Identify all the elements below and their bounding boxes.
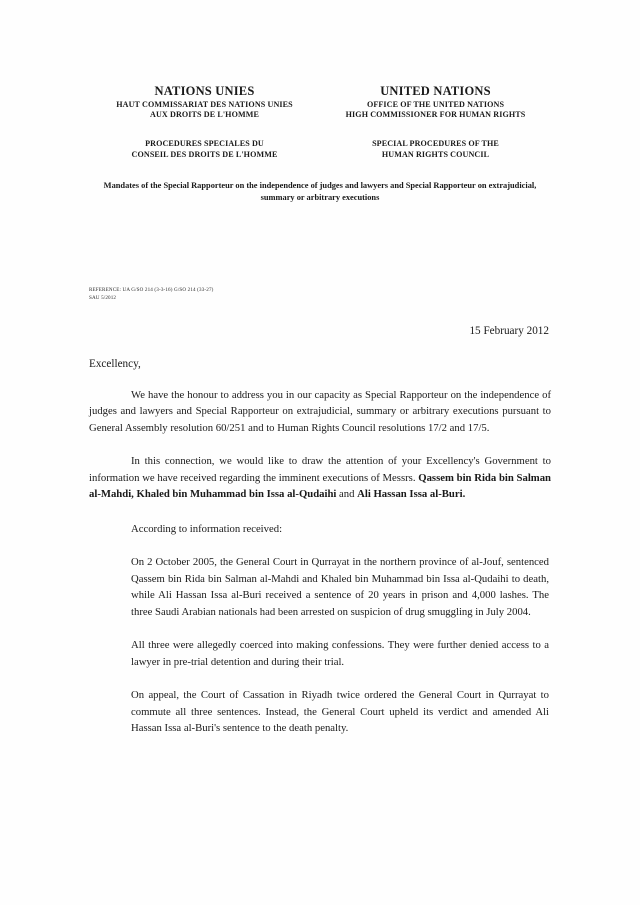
letterhead-secondary: [89, 139, 551, 160]
reference-line1: REFERENCE: UA G/SO 214 (3-3-16) G/SO 214 (33-27): [89, 287, 214, 294]
office-line2-french: AUX DROITS DE L'HOMME: [150, 110, 259, 120]
paragraph-according-to-information: According to information received:: [131, 522, 283, 535]
special-procedures-line2-english: HUMAN RIGHTS COUNCIL: [381, 149, 490, 159]
organization-title-french: NATIONS UNIES: [154, 84, 255, 98]
paragraph-coerced-confessions: All three were allegedly coerced into making confessions. They were further denied access to a lawyer in pre-trial detention and during their trial.: [131, 639, 549, 668]
special-procedures-english: [320, 139, 551, 160]
paragraph-executions-conjunction: and: [336, 488, 358, 501]
paragraph-mandate-introduction: We have the honour to address you in our capacity as Special Rapporteur on the independence of judges and lawyers and Special Rapporteur on extrajudicial, summary or arbitrary executions pursuant to General Assembly resolution 60/251 and to Human Rights Council resolutions 17/2 and 17/5.: [89, 388, 551, 434]
letterhead-french: [89, 84, 320, 120]
mandates-statement: [89, 180, 551, 204]
document-content: [89, 0, 551, 736]
paragraph-appeal-outcome: On appeal, the Court of Cassation in Riyadh twice ordered the General Court in Qurrayat to commute all three sentences. Instead, the General Court upheld its verdict and amended Ali Hassan Issa al-Buri's sentence to the death penalty.: [131, 689, 549, 734]
office-line1-french: HAUT COMMISSARIAT DES NATIONS UNIES: [116, 100, 293, 110]
reference-block: [89, 287, 551, 303]
letter-date: 15 February 2012: [469, 324, 549, 337]
office-line1-english: OFFICE OF THE UNITED NATIONS: [366, 100, 505, 110]
organization-title-english: UNITED NATIONS: [380, 84, 491, 98]
special-procedures-line2-french: CONSEIL DES DROITS DE L'HOMME: [131, 149, 278, 159]
salutation: Excellency,: [89, 357, 141, 370]
mandates-line2: extrajudicial, summary or arbitrary executions: [260, 181, 537, 203]
paragraph-sentencing-history: On 2 October 2005, the General Court in Qurrayat in the northern province of al-Jouf, sentenced Qassem bin Rida bin Salman al-Mahdi and Khaled bin Muhammad bin Issa al-Qudaihi to death, while Ali Hassan Issa al-Buri received a sentence of 20 years in prison and 4,000 lashes. The three Saudi Arabian nationals had been arrested on suspicion of drug smuggling in July 2004.: [131, 556, 549, 618]
office-line2-english: HIGH COMMISSIONER FOR HUMAN RIGHTS: [345, 110, 526, 120]
special-procedures-french: [89, 139, 320, 160]
mandates-line1: Mandates of the Special Rapporteur on the independence of judges and lawyers and Special Rapporteur on: [103, 181, 487, 191]
paragraph-executions-prefix: In this connection, we would like to draw the attention of your Excellency's Government to information we have received regarding the imminent executions of Messrs.: [89, 455, 551, 484]
special-procedures-line1-english: SPECIAL PROCEDURES OF THE: [372, 138, 499, 148]
letterhead-english: [320, 84, 551, 120]
letterhead: [89, 84, 551, 120]
paragraph-executions-notice: [89, 453, 551, 502]
detainee-names-group-1: Qassem bin Rida bin Salman al-Mahdi, Khaled bin Muhammad bin Issa al-Qudaihi: [89, 471, 551, 501]
detainee-name-3: Ali Hassan Issa al-Buri.: [357, 488, 466, 501]
allegation-section: [89, 521, 551, 737]
reference-line2: SAU 5/2012: [89, 295, 117, 302]
special-procedures-line1-french: PROCEDURES SPECIALES DU: [145, 138, 264, 148]
